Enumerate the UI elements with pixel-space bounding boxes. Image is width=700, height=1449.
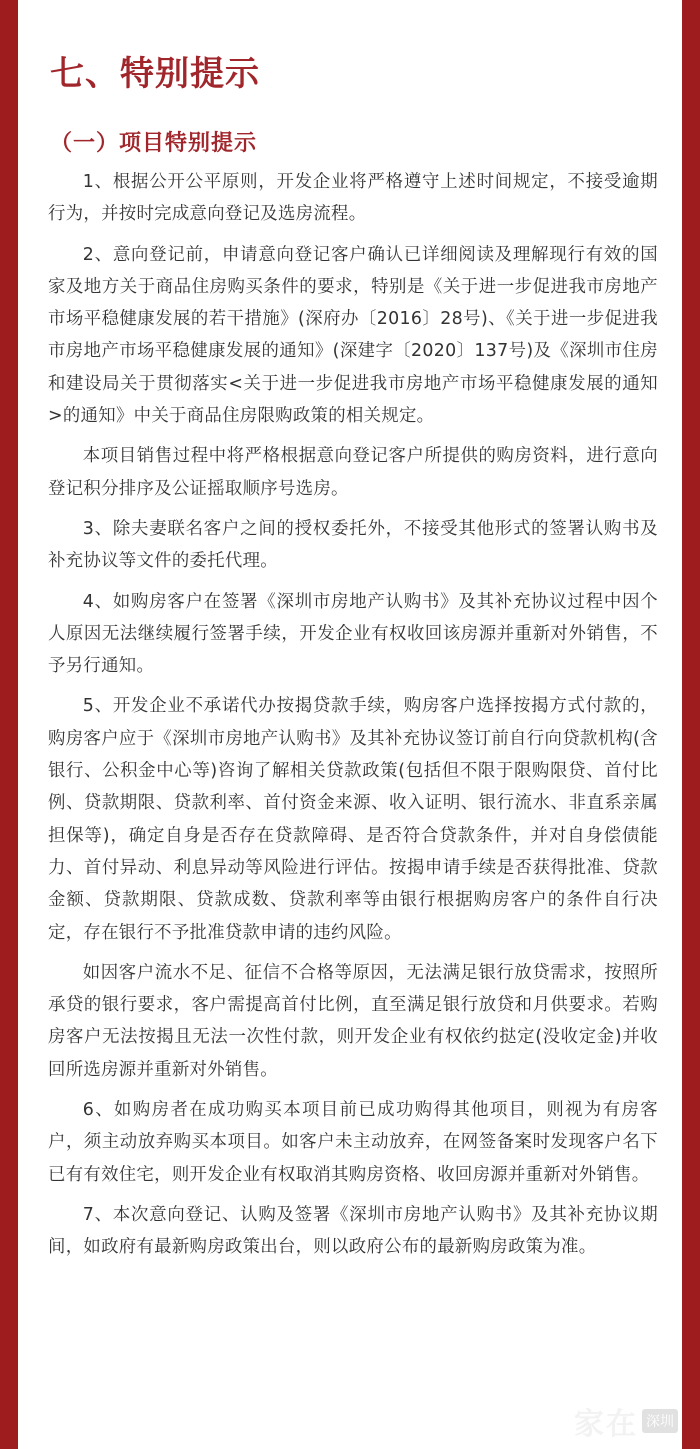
paragraph: 1、根据公开公平原则，开发企业将严格遵守上述时间规定，不接受逾期行为，并按时完成意向登记及选房流程。 [48, 172, 658, 225]
watermark-logo [574, 1399, 678, 1443]
watermark-badge: 深圳 [642, 1409, 678, 1433]
paragraph: 7、本次意向登记、认购及签署《深圳市房地产认购书》及其补充协议期间，如政府有最新购房政策出台，则以政府公布的最新购房政策为准。 [48, 1204, 658, 1258]
notice-body [48, 166, 658, 1272]
subsection-heading: （一）项目特别提示 [50, 131, 258, 156]
paragraph: 2、意向登记前，申请意向登记客户确认已详细阅读及理解现行有效的国家及地方关于商品住房购买条件的要求，特别是《关于进一步促进我市房地产市场平稳健康发展的若干措施》(深府办〔2016〕28号)、《关于进一步促进我市房地产市场平稳健康发展的通知》(深建字〔2020〕137号)及《深圳市住房和建设局关于贯彻落实<关于进一步促进我市房地产市场平稳健康发展的通知>的通知》中关于商品住房限购政策的相关规定。 [48, 244, 658, 427]
paragraph: 如因客户流水不足、征信不合格等原因，无法满足银行放贷需求，按照所承贷的银行要求，客户需提高首付比例，直至满足银行放贷和月供要求。若购房客户无法按揭且无法一次性付款，则开发企业有权依约挞定(没收定金)并收回所选房源并重新对外销售。 [48, 962, 658, 1080]
section-heading: 七、特别提示 [50, 54, 260, 94]
paragraph: 4、如购房客户在签署《深圳市房地产认购书》及其补充协议过程中因个人原因无法继续履行签署手续，开发企业有权收回该房源并重新对外销售，不予另行通知。 [48, 591, 658, 677]
paragraph: 本项目销售过程中将严格根据意向登记客户所提供的购房资料，进行意向登记积分排序及公证摇取顺序号选房。 [48, 446, 658, 499]
paragraph: 5、开发企业不承诺代办按揭贷款手续，购房客户选择按揭方式付款的，购房客户应于《深圳市房地产认购书》及其补充协议签订前自行向贷款机构(含银行、公积金中心等)咨询了解相关贷款政策(包括但不限于限购限贷、首付比例、贷款期限、贷款利率、首付资金来源、收入证明、银行流水、非直系亲属担保等)，确定自身是否存在贷款障碍、是否符合贷款条件，并对自身偿债能力、首付异动、利息异动等风险进行评估。按揭申请手续是否获得批准、贷款金额、贷款期限、贷款成数、贷款利率等由银行根据购房客户的条件自行决定，存在银行不予批准贷款申请的违约风险。 [48, 696, 658, 943]
document-page [18, 0, 682, 1449]
watermark-text: 家在 [574, 1407, 638, 1442]
paragraph: 3、除夫妻联名客户之间的授权委托外，不接受其他形式的签署认购书及补充协议等文件的委托代理。 [48, 518, 658, 572]
paragraph: 6、如购房者在成功购买本项目前已成功购得其他项目，则视为有房客户，须主动放弃购买本项目。如客户未主动放弃，在网签备案时发现客户名下已有有效住宅，则开发企业有权取消其购房资格、收回房源并重新对外销售。 [48, 1100, 658, 1185]
